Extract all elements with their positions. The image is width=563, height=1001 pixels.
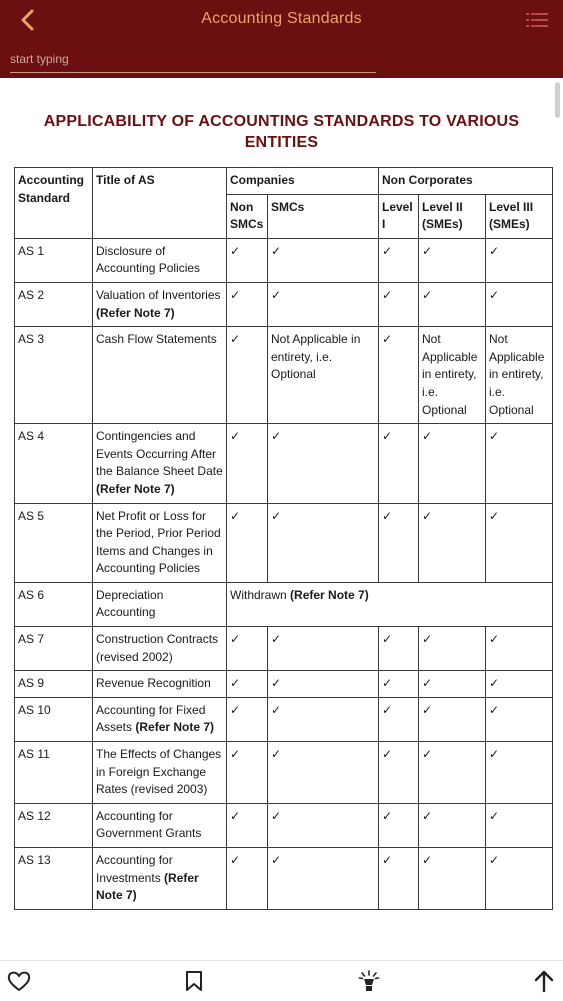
title-cell: [93, 282, 227, 326]
title-cell: [93, 848, 227, 910]
title-cell: [93, 424, 227, 503]
table-row: [15, 627, 553, 671]
standard-cell: AS 11: [15, 742, 93, 804]
app-header: [0, 0, 563, 78]
check-cell: ✓: [419, 503, 486, 582]
search-input[interactable]: [10, 46, 376, 73]
check-cell: ✓: [227, 627, 268, 671]
table-row: [15, 803, 553, 847]
check-cell: ✓: [419, 627, 486, 671]
check-cell: ✓: [486, 424, 553, 503]
header-level-2: Level II (SMEs): [419, 194, 486, 238]
check-cell: ✓: [268, 697, 379, 741]
check-cell: ✓: [419, 671, 486, 698]
check-cell: ✓: [227, 742, 268, 804]
check-cell: ✓: [227, 671, 268, 698]
standard-cell: AS 6: [15, 582, 93, 626]
note-ref: (Refer Note 7): [96, 870, 199, 903]
standard-cell: AS 1: [15, 238, 93, 282]
table-row: [15, 424, 553, 503]
bottom-toolbar: [0, 960, 563, 1001]
table-row: [15, 282, 553, 326]
check-cell: ✓: [419, 238, 486, 282]
level3-optional-cell: Not Applicable in entirety, i.e. Optional: [486, 327, 553, 424]
title-text: Accounting for Fixed Assets: [96, 702, 206, 735]
check-cell: ✓: [379, 697, 419, 741]
standard-cell: AS 10: [15, 697, 93, 741]
check-cell: ✓: [419, 742, 486, 804]
check-cell: ✓: [227, 503, 268, 582]
check-cell: ✓: [379, 627, 419, 671]
level2-optional-cell: Not Applicable in entirety, i.e. Optional: [419, 327, 486, 424]
night-mode-button[interactable]: [355, 967, 383, 995]
table-row: [15, 238, 553, 282]
applicability-table: [14, 167, 553, 910]
standard-cell: AS 13: [15, 848, 93, 910]
standard-cell: AS 3: [15, 327, 93, 424]
note-ref: (Refer Note 7): [135, 720, 215, 735]
list-menu-icon: [526, 12, 548, 28]
scrollbar-thumb[interactable]: [555, 82, 560, 118]
withdrawn-text: Withdrawn: [230, 587, 287, 602]
check-cell: ✓: [268, 503, 379, 582]
header-smcs: SMCs: [268, 194, 379, 238]
check-cell: ✓: [379, 503, 419, 582]
document-view[interactable]: [0, 78, 563, 960]
check-cell: ✓: [379, 282, 419, 326]
standard-cell: AS 9: [15, 671, 93, 698]
check-cell: ✓: [419, 282, 486, 326]
check-cell: ✓: [268, 848, 379, 910]
bookmark-button[interactable]: [180, 967, 208, 995]
title-text: Accounting for Investments: [96, 853, 173, 885]
check-cell: ✓: [379, 742, 419, 804]
check-cell: ✓: [268, 671, 379, 698]
table-row: [15, 697, 553, 741]
check-cell: ✓: [227, 424, 268, 503]
standard-cell: AS 7: [15, 627, 93, 671]
table-row: [15, 503, 553, 582]
bulb-icon: [358, 969, 380, 993]
header-non-corporates: Non Corporates: [379, 168, 553, 195]
arrow-up-icon: [533, 969, 555, 993]
check-cell: ✓: [379, 848, 419, 910]
table-row: [15, 327, 553, 424]
check-cell: ✓: [227, 327, 268, 424]
check-cell: ✓: [227, 697, 268, 741]
check-cell: ✓: [486, 627, 553, 671]
table-row: [15, 848, 553, 910]
note-ref: (Refer Note 7): [290, 587, 369, 602]
check-cell: ✓: [268, 282, 379, 326]
favorite-button[interactable]: [5, 967, 33, 995]
check-cell: ✓: [227, 282, 268, 326]
title-cell: [93, 697, 227, 741]
header-level-3: Level III (SMEs): [486, 194, 553, 238]
check-cell: ✓: [419, 424, 486, 503]
standard-cell: AS 4: [15, 424, 93, 503]
header-title-of-as: Title of AS: [93, 168, 227, 239]
check-cell: ✓: [227, 803, 268, 847]
check-cell: ✓: [486, 503, 553, 582]
check-cell: ✓: [379, 803, 419, 847]
title-cell: The Effects of Changes in Foreign Exchange Rates (revised 2003): [93, 742, 227, 804]
withdrawn-cell: [227, 582, 553, 626]
menu-button[interactable]: [525, 9, 549, 31]
header-companies: Companies: [227, 168, 379, 195]
smcs-optional-cell: Not Applicable in entirety, i.e. Optional: [268, 327, 379, 424]
check-cell: ✓: [227, 238, 268, 282]
check-cell: ✓: [486, 238, 553, 282]
header-non-smcs: Non SMCs: [227, 194, 268, 238]
heart-icon: [7, 970, 31, 992]
check-cell: ✓: [486, 803, 553, 847]
title-cell: Construction Contracts (revised 2002): [93, 627, 227, 671]
title-cell: Depreciation Accounting: [93, 582, 227, 626]
table-row: [15, 671, 553, 698]
header-accounting-standard: Accounting Standard: [15, 168, 93, 239]
check-cell: ✓: [419, 697, 486, 741]
check-cell: ✓: [268, 742, 379, 804]
check-cell: ✓: [486, 671, 553, 698]
check-cell: ✓: [379, 327, 419, 424]
check-cell: ✓: [379, 238, 419, 282]
check-cell: ✓: [268, 424, 379, 503]
note-ref: (Refer Note 7): [96, 305, 175, 320]
scroll-to-top-button[interactable]: [530, 967, 558, 995]
check-cell: ✓: [486, 282, 553, 326]
table-row: [15, 742, 553, 804]
title-text: Contingencies and Events Occurring After the Balance Sheet Date: [96, 429, 223, 479]
check-cell: ✓: [268, 238, 379, 282]
check-cell: ✓: [419, 848, 486, 910]
note-ref: (Refer Note 7): [96, 481, 175, 496]
table-row: [15, 582, 553, 626]
title-text: Valuation of Inventories: [96, 287, 221, 302]
bookmark-icon: [185, 970, 203, 992]
header-level-1: Level I: [379, 194, 419, 238]
standard-cell: AS 2: [15, 282, 93, 326]
check-cell: ✓: [227, 848, 268, 910]
check-cell: ✓: [419, 803, 486, 847]
check-cell: ✓: [486, 848, 553, 910]
check-cell: ✓: [379, 424, 419, 503]
title-cell: Revenue Recognition: [93, 671, 227, 698]
title-cell: Net Profit or Loss for the Period, Prior Period Items and Changes in Accounting Policies: [93, 503, 227, 582]
check-cell: ✓: [486, 697, 553, 741]
title-cell: Cash Flow Statements: [93, 327, 227, 424]
check-cell: ✓: [486, 742, 553, 804]
title-cell: Accounting for Government Grants: [93, 803, 227, 847]
check-cell: ✓: [268, 803, 379, 847]
document-title: APPLICABILITY OF ACCOUNTING STANDARDS TO VARIOUS ENTITIES: [43, 113, 520, 151]
check-cell: ✓: [268, 627, 379, 671]
standard-cell: AS 12: [15, 803, 93, 847]
standard-cell: AS 5: [15, 503, 93, 582]
check-cell: ✓: [379, 671, 419, 698]
title-cell: Disclosure of Accounting Policies: [93, 238, 227, 282]
page-title: Accounting Standards: [201, 10, 362, 27]
